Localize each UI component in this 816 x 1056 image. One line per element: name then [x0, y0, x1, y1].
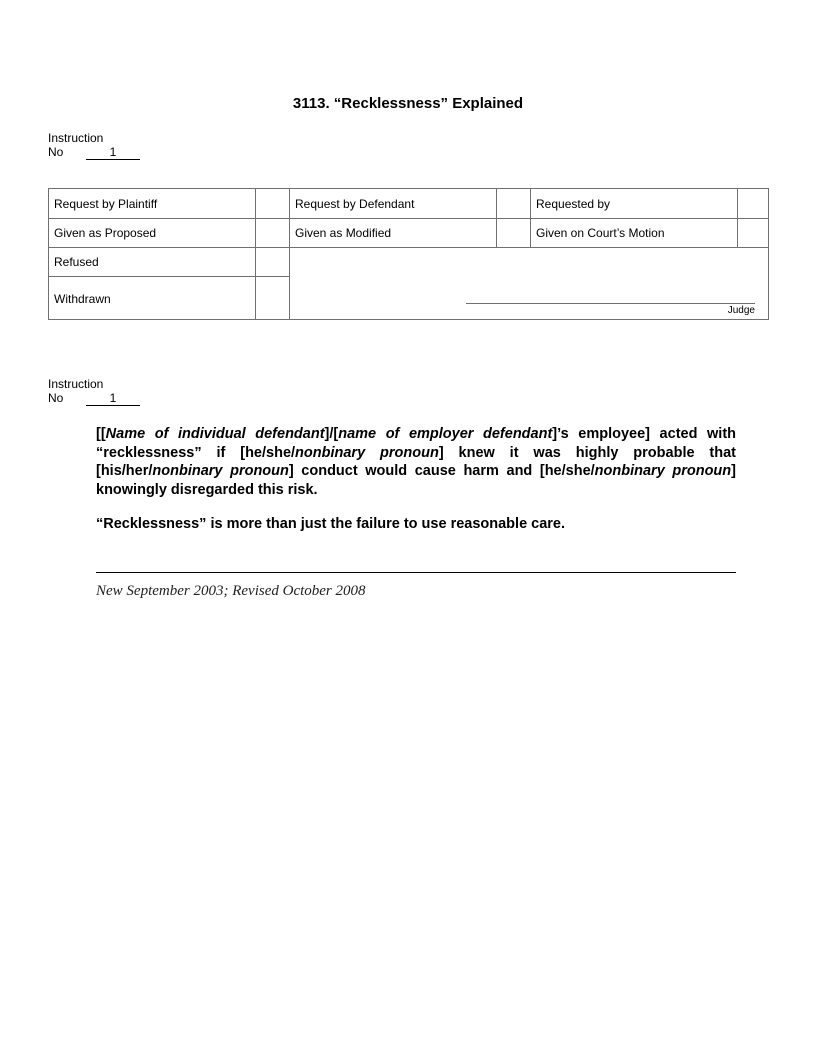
- revision-history: New September 2003; Revised October 2008: [96, 583, 366, 599]
- text-run: ]/[: [324, 426, 339, 442]
- instruction-label: Instruction: [48, 377, 104, 391]
- requested-by-box[interactable]: [738, 189, 768, 218]
- placeholder-text: nonbinary pronoun: [594, 463, 732, 479]
- instruction-no-value: 1: [86, 145, 140, 160]
- request-by-plaintiff-box[interactable]: [256, 189, 289, 218]
- page-title: 3113. “Recklessness” Explained: [292, 95, 524, 112]
- given-as-proposed-label: Given as Proposed: [54, 225, 157, 240]
- given-on-courts-motion-box[interactable]: [738, 218, 768, 247]
- text-run: ]’s employee] acted with “recklessness” if [he/she/: [96, 426, 737, 461]
- instruction-no-row: [48, 145, 117, 159]
- text-run: ] knew it was highly probable that [his/her/: [96, 444, 736, 479]
- instruction-paragraph-1: [96, 425, 736, 499]
- instruction-no-value: 1: [86, 391, 140, 406]
- request-by-plaintiff-label: Request by Plaintiff: [54, 196, 158, 211]
- judge-signature-line[interactable]: [466, 303, 755, 304]
- given-as-proposed-box[interactable]: [256, 218, 289, 247]
- instruction-no-label: No: [48, 391, 64, 405]
- divider: [96, 572, 736, 573]
- placeholder-text: nonbinary pronoun: [152, 463, 289, 479]
- judge-label: Judge: [727, 305, 755, 316]
- instruction-label: Instruction: [48, 131, 104, 145]
- withdrawn-label: Withdrawn: [54, 291, 111, 306]
- withdrawn-box[interactable]: [256, 277, 289, 320]
- text-run: [[: [96, 426, 106, 442]
- refused-label: Refused: [54, 254, 99, 269]
- instruction-number-block: [48, 131, 117, 159]
- requested-by-label: Requested by: [536, 196, 611, 211]
- given-as-modified-box[interactable]: [497, 218, 530, 247]
- instruction-number-block-2: [48, 377, 117, 405]
- text-run: ] knowingly disregarded this risk.: [96, 463, 736, 498]
- given-as-modified-label: Given as Modified: [295, 225, 392, 240]
- instruction-no-row: [48, 391, 117, 405]
- request-by-defendant-box[interactable]: [497, 189, 530, 218]
- instruction-body: [96, 425, 736, 550]
- placeholder-text: nonbinary pronoun: [295, 444, 439, 461]
- placeholder-text: name of employer defendant: [338, 426, 553, 442]
- text-run: ] conduct would cause harm and [he/she/: [288, 463, 595, 479]
- instruction-paragraph-2: “Recklessness” is more than just the failure to use reasonable care.: [96, 516, 566, 532]
- instruction-no-label: No: [48, 145, 64, 159]
- request-by-defendant-label: Request by Defendant: [295, 196, 415, 211]
- request-status-table: [48, 188, 769, 320]
- refused-box[interactable]: [256, 247, 289, 276]
- given-on-courts-motion-label: Given on Court’s Motion: [536, 225, 665, 240]
- placeholder-text: Name of individual defendant: [105, 426, 325, 442]
